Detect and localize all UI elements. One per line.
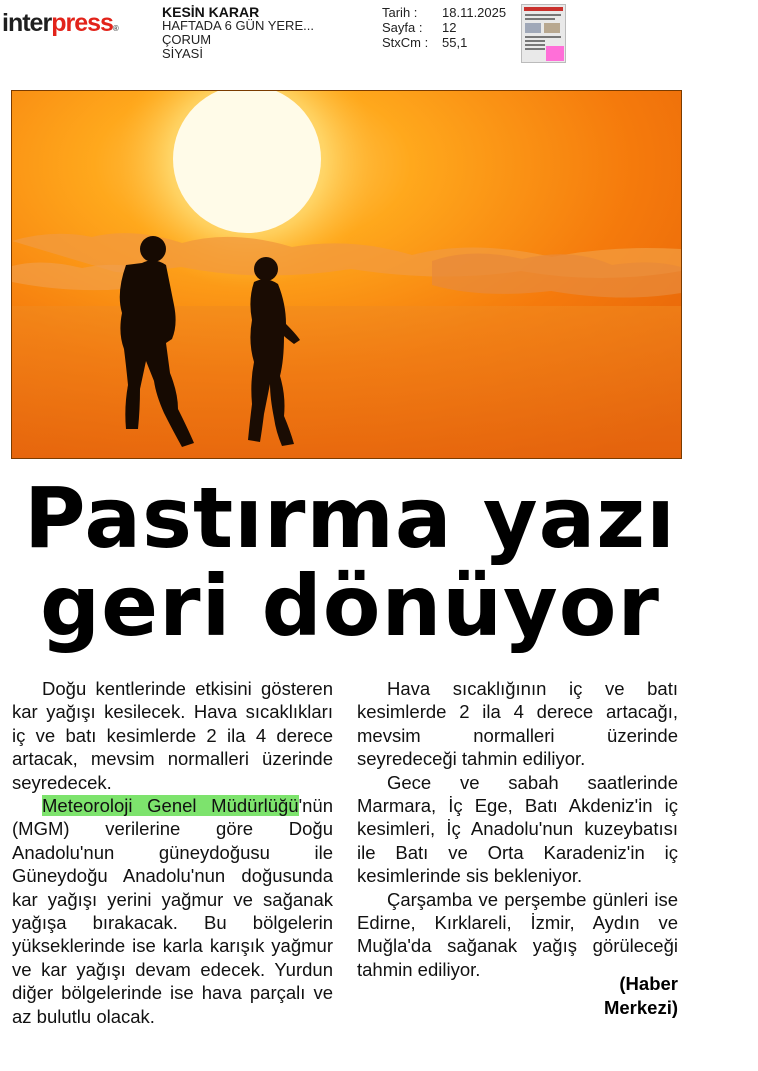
paragraph: Hava sıcaklığının iç ve batı kesimlerde 2 ila 4 derece artacağı, mevsim normalleri üzerinde seyredeceği tahmin ediliyor.: [357, 678, 678, 770]
signoff-line-2: Merkezi): [603, 997, 678, 1018]
publication-info: [162, 5, 314, 61]
page-thumbnail[interactable]: [521, 4, 566, 63]
page-row: [382, 20, 506, 35]
article-headline: [0, 469, 700, 655]
registered-mark: ®: [112, 24, 118, 33]
paragraph: Gece ve sabah saatlerinde Marmara, İç Ege, Batı Akdeniz'in iç kesimleri, İç Anadolu'nun kuzeybatısı ile Batı ve Orta Karadeniz'in iç kesimlerinde sis bekleniyor.: [357, 771, 678, 887]
stxcm-value: 55,1: [442, 35, 468, 50]
stxcm-row: [382, 35, 506, 50]
stxcm-label: StxCm :: [382, 35, 429, 50]
publication-city: ÇORUM: [162, 32, 212, 47]
clipping-meta: [382, 5, 506, 50]
paragraph: [12, 794, 333, 1028]
date-label: Tarih :: [382, 5, 418, 20]
publication-name: KESİN KARAR: [162, 4, 260, 20]
page-label: Sayfa :: [382, 20, 423, 35]
article-photo: [11, 90, 682, 459]
paragraph: Doğu kentlerinde etkisini gösteren kar yağışı kesilecek. Hava sıcaklıkları iç ve batı kesimlerde 2 ila 4 derece artacak, mevsim normalleri üzerinde seyredecek.: [12, 678, 333, 793]
page-value: 12: [442, 20, 457, 35]
logo-part-press: press: [51, 9, 113, 37]
date-row: [382, 5, 506, 20]
logo-part-inter: inter: [2, 9, 52, 37]
highlighted-term: Meteoroloji Genel Müdürlüğü: [42, 795, 299, 817]
article-signoff: [540, 972, 678, 1020]
interpress-logo: [2, 8, 118, 38]
article-column-2: [357, 677, 678, 981]
publication-frequency: HAFTADA 6 GÜN YERE...: [162, 18, 314, 33]
publication-category: SİYASİ: [162, 46, 203, 61]
sunset-silhouette-photo-icon: [12, 91, 681, 458]
thumbnail-highlight: [546, 46, 564, 61]
headline-line-2: geri dönüyor: [40, 557, 660, 655]
paragraph: Çarşamba ve perşembe günleri ise Edirne, Kırklareli, İzmir, Aydın ve Muğla'da sağanak yağış görüleceği tahmin ediliyor.: [357, 888, 678, 980]
headline-line-1: Pastırma yazı: [24, 469, 676, 567]
article-column-1: [12, 677, 333, 1028]
paragraph-text: 'nün (MGM) verilerine göre Doğu Anadolu'nun güneydoğusu ile Güneydoğu Anadolu'nun doğusunda kar yağışı yerini yağmur ve sağanak yağışa bırakacak. Bu bölgelerin yükseklerinde ise karla karışık yağmur ve kar yağışı devam edecek. Yurdun diğer bölgelerinde ise hava parçalı ve az bulutlu olacak.: [12, 795, 333, 1027]
signoff-line-1: (Haber: [619, 973, 678, 994]
date-value: 18.11.2025: [442, 5, 507, 20]
